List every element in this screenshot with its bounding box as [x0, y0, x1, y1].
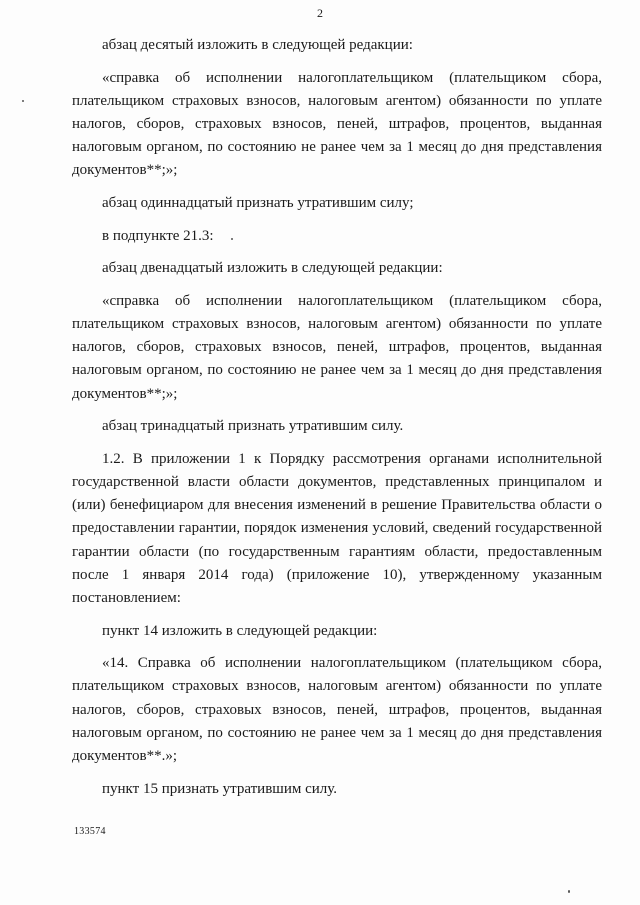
paragraph-4: в подпункте 21.3:	[102, 227, 214, 244]
scan-speck	[231, 238, 233, 240]
paragraph-10: «14. Справка об исполнении налогоплательщиком (плательщиком сбора, плательщиком страховых взносов, налоговым агентом) обязанности по уплате налогов, сборов, страховых взносов, пеней, штрафов, процентов, выданная налоговым органом, по состоянию не ранее чем за 1 месяц до дня представления документов**.»;	[72, 655, 602, 764]
paragraph-6: «справка об исполнении налогоплательщиком (плательщиком сбора, плательщиком страховых взносов, налоговым агентом) обязанности по уплате налогов, сборов, страховых взносов, пеней, штрафов, процентов, выданная налоговым органом, по состоянию не ранее чем за 1 месяц до дня представления документов**;»;	[72, 292, 602, 402]
paragraph-7: абзац тринадцатый признать утратившим силу.	[102, 418, 404, 435]
paragraph-8: 1.2. В приложении 1 к Порядку рассмотрения органами исполнительной государственной власти области документов, представленных принципалом и (или) бенефициаром для внесения изменений в решение Правительства области о предоставлении гарантии, порядок изменения условий, сведений государственной гарантии области (по государственным гарантиям области, предоставленным после 1 января 2014 года) (приложение 10), утвержденному указанным постановлением:	[72, 450, 602, 606]
page-number: 2	[317, 6, 323, 20]
scan-speck	[568, 890, 570, 893]
paragraph-5: абзац двенадцатый изложить в следующей редакции:	[102, 260, 443, 277]
document-code: 133574	[74, 826, 106, 837]
scan-speck	[22, 100, 24, 102]
paragraph-3: абзац одиннадцатый признать утратившим силу;	[102, 195, 414, 211]
paragraph-9: пункт 14 изложить в следующей редакции:	[102, 622, 378, 639]
document-body	[72, 34, 602, 810]
paragraph-1: абзац десятый изложить в следующей редакции:	[102, 37, 413, 53]
paragraph-2: «справка об исполнении налогоплательщиком (плательщиком сбора, плательщиком страховых взносов, налоговым агентом) обязанности по уплате налогов, сборов, страховых взносов, пеней, штрафов, процентов, выданная налоговым органом, по состоянию не ранее чем за 1 месяц до дня представления документов**;»;	[72, 69, 602, 179]
paragraph-11: пункт 15 признать утратившим силу.	[102, 780, 338, 797]
